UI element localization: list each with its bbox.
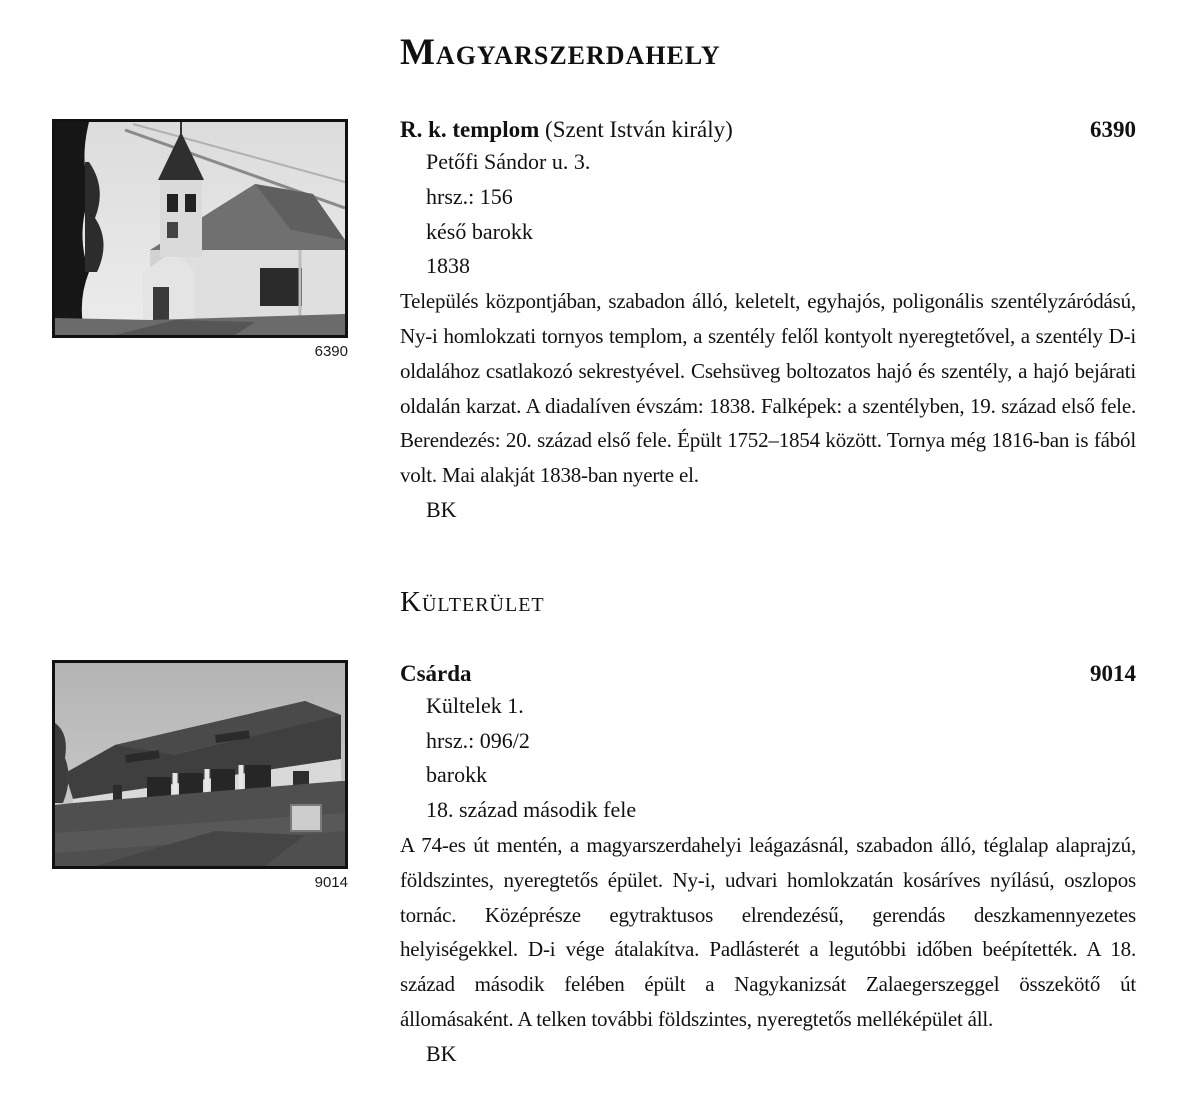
church-photo	[52, 119, 348, 338]
entry-header	[400, 115, 1136, 145]
entry-csarda	[400, 659, 1136, 1072]
photo-caption-templom: 6390	[314, 343, 348, 360]
text-column	[400, 0, 1136, 1072]
entry-number: 9014	[1090, 660, 1136, 686]
entry-address: Kültelek 1.	[426, 692, 524, 718]
photo-caption-csarda: 9014	[314, 874, 348, 891]
entry-author: BK	[426, 496, 457, 522]
entry-header	[400, 659, 1136, 689]
photo-block-csarda	[52, 660, 348, 892]
entry-date: 1838	[426, 253, 470, 279]
photo-block-templom	[52, 119, 348, 361]
entry-dedication: (Szent István király)	[545, 117, 733, 142]
entry-description: A 74-es út mentén, a magyarszerdahelyi leágazásnál, szabadon álló, téglalap alaprajzú, földszintes, nyeregtetős épület. Ny-i, udvari homlokzatán kosáríves nyílású, oszlopos tornác. Középrésze egytraktusos elrendezésű, gerendás deszkamennyezetes helyiségekkel. D-i vége átalakítva. Padlásterét a legutóbbi időben beépítették. A 18. század második felében épült a Nagykanizsát Zalaegerszeggel összekötő út állomásaként. A telken további földszintes, nyeregtetős melléképület áll.	[400, 832, 1136, 1031]
entry-name: R. k. templom	[400, 117, 540, 142]
entry-address: Petőfi Sándor u. 3.	[426, 149, 591, 174]
entry-author: BK	[426, 1040, 457, 1066]
entry-parcel: hrsz.: 156	[426, 183, 513, 209]
entry-date: 18. század második fele	[426, 797, 637, 823]
entry-templom	[400, 115, 1136, 528]
entry-style: barokk	[426, 762, 488, 788]
entry-style: késő barokk	[426, 218, 533, 244]
entry-title	[400, 659, 472, 689]
entry-name: Csárda	[400, 660, 472, 686]
section-heading: Külterület	[400, 585, 545, 618]
entry-title	[400, 115, 733, 145]
page-title: Magyarszerdahely	[400, 32, 721, 73]
entry-parcel: hrsz.: 096/2	[426, 727, 530, 753]
entry-number: 6390	[1090, 117, 1136, 142]
entry-description: Település központjában, szabadon álló, keletelt, egyhajós, poligonális szentélyzáródású, Ny-i homlokzati tornyos templom, a szentély felől kontyolt nyeregtetővel, a szentély D-i oldalához csatlakozó sekrestyével. Csehsüveg boltozatos hajó és szentély, a hajó bejárati oldalán karzat. A diadalíven évszám: 1838. Falképek: a szentélyben, 19. század első fele. Berendezés: 20. század első fele. Épült 1752–1854 között. Tornya még 1816-ban is fából volt. Mai alakját 1838-ban nyerte el.	[400, 289, 1136, 488]
csarda-photo	[52, 660, 348, 869]
